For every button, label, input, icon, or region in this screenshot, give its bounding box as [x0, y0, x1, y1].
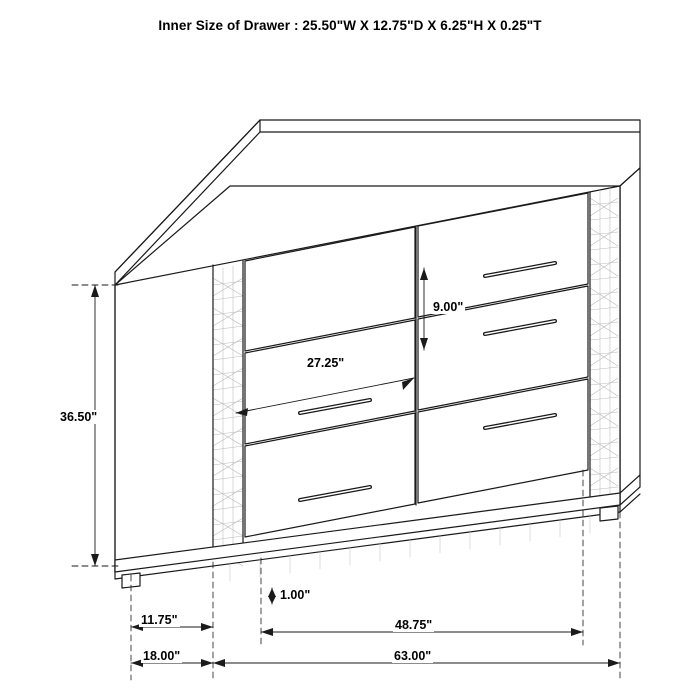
dimension-label-depth-overall: 18.00"	[143, 649, 181, 663]
foot-right	[600, 506, 618, 521]
dimension-label-drawer-face-height: 9.00"	[433, 300, 464, 314]
dimension-height-overall	[72, 285, 118, 566]
dimension-label-width-overall: 63.00"	[394, 649, 432, 663]
dimension-label-drawer-face-width: 27.25"	[307, 356, 345, 370]
dimension-label-front-inner-width: 48.75"	[395, 618, 433, 632]
dimension-label-side-depth-inner: 11.75"	[141, 613, 178, 627]
right-side-panel	[620, 168, 640, 505]
page-title: Inner Size of Drawer : 25.50"W X 12.75"D X 6.25"H X 0.25"T	[158, 18, 542, 33]
dimension-label-height-overall: 36.50"	[60, 410, 98, 424]
dimension-base-height	[268, 588, 276, 604]
dimension-label-base-height: 1.00"	[280, 588, 311, 602]
